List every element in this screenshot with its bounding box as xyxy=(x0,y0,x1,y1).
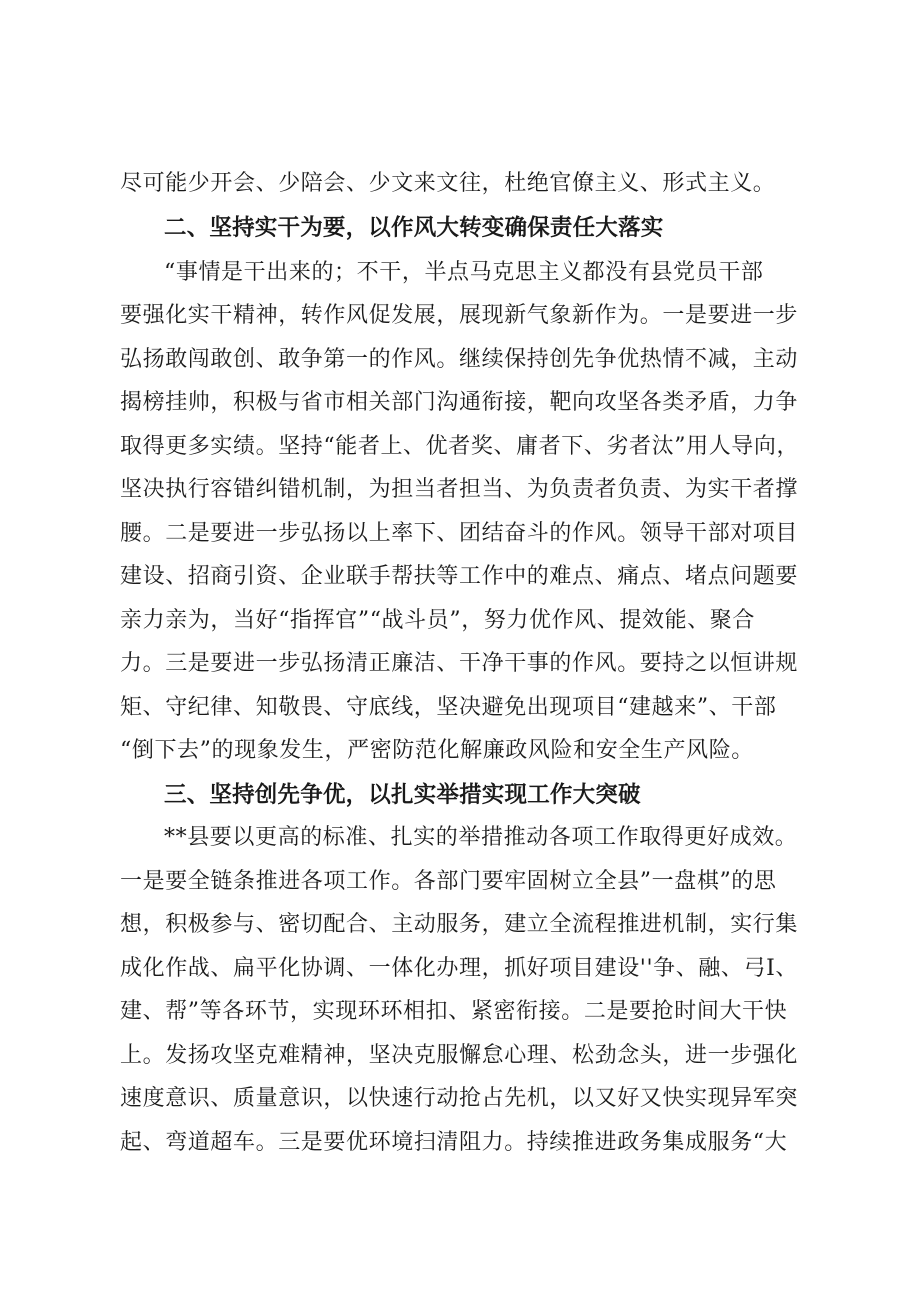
paragraph-line: 亲力亲为，当好“指挥官”“战斗员”，努力优作风、提效能、聚合 xyxy=(120,608,755,633)
paragraph-line: 上。发扬攻坚克难精神，坚决克服懈怠心理、松劲念头，进一步强化 xyxy=(120,1043,799,1068)
paragraph-line: 取得更多实绩。坚持“能者上、优者奖、庸者下、劣者汰”用人导向， xyxy=(120,434,800,459)
paragraph-line: 矩、守纪律、知敬畏、守底线，坚决避免出现项目“建越来”、干部 xyxy=(120,695,777,720)
paragraph-line: 想，积极参与、密切配合、主动服务，建立全流程推进机制，实行集 xyxy=(120,912,799,937)
paragraph-line: 建、帮”等各环节，实现环环相扣、紧密衔接。二是要抢时间大干快 xyxy=(120,999,788,1024)
paragraph-line: “倒下去”的现象发生，严密防范化解廉政风险和安全生产风险。 xyxy=(120,738,754,763)
paragraph-line: 揭榜挂帅，积极与省市相关部门沟通衔接，靶向攻坚各类矛盾，力争 xyxy=(120,390,799,415)
paragraph-line: 腰。二是要进一步弘扬以上率下、团结奋斗的作风。领导干部对项目 xyxy=(120,521,799,546)
paragraph-line: 一是要全链条推进各项工作。各部门要牢固树立全县”一盘棋”的思 xyxy=(120,869,777,894)
paragraph-line: 速度意识、质量意识，以快速行动抢占先机，以又好又快实现异军突 xyxy=(120,1086,799,1111)
section-heading-3: 三、坚持创先争优，以扎实举措实现工作大突破 xyxy=(164,782,641,808)
paragraph-line: 要强化实干精神，转作风促发展，展现新气象新作为。一是要进一步 xyxy=(120,303,799,328)
section-heading-2: 二、坚持实干为要，以作风大转变确保责任大落实 xyxy=(164,215,664,241)
paragraph-line: 弘扬敢闯敢创、敢争第一的作风。继续保持创先争优热情不减，主动 xyxy=(120,347,799,372)
paragraph-line: 坚决执行容错纠错机制，为担当者担当、为负责者负责、为实干者撑 xyxy=(120,477,799,502)
paragraph-line: **县要以更高的标准、扎实的举措推动各项工作取得更好成效。 xyxy=(164,825,798,850)
paragraph-line: “事情是干出来的；不干，半点马克思主义都没有县党员干部 xyxy=(164,260,764,285)
paragraph-line: 建设、招商引资、企业联手帮扶等工作中的难点、痛点、堵点问题要 xyxy=(120,564,799,589)
paragraph-line: 力。三是要进一步弘扬清正廉洁、干净干事的作风。要持之以恒讲规 xyxy=(120,651,799,676)
paragraph-line: 成化作战、扁平化协调、一体化办理，抓好项目建设''争、融、弓I、 xyxy=(120,956,798,981)
paragraph-line: 尽可能少开会、少陪会、少文来文往，杜绝官僚主义、形式主义。 xyxy=(120,171,776,196)
paragraph-line: 起、弯道超车。三是要优环境扫清阻力。持续推进政务集成服务“大 xyxy=(120,1130,788,1155)
